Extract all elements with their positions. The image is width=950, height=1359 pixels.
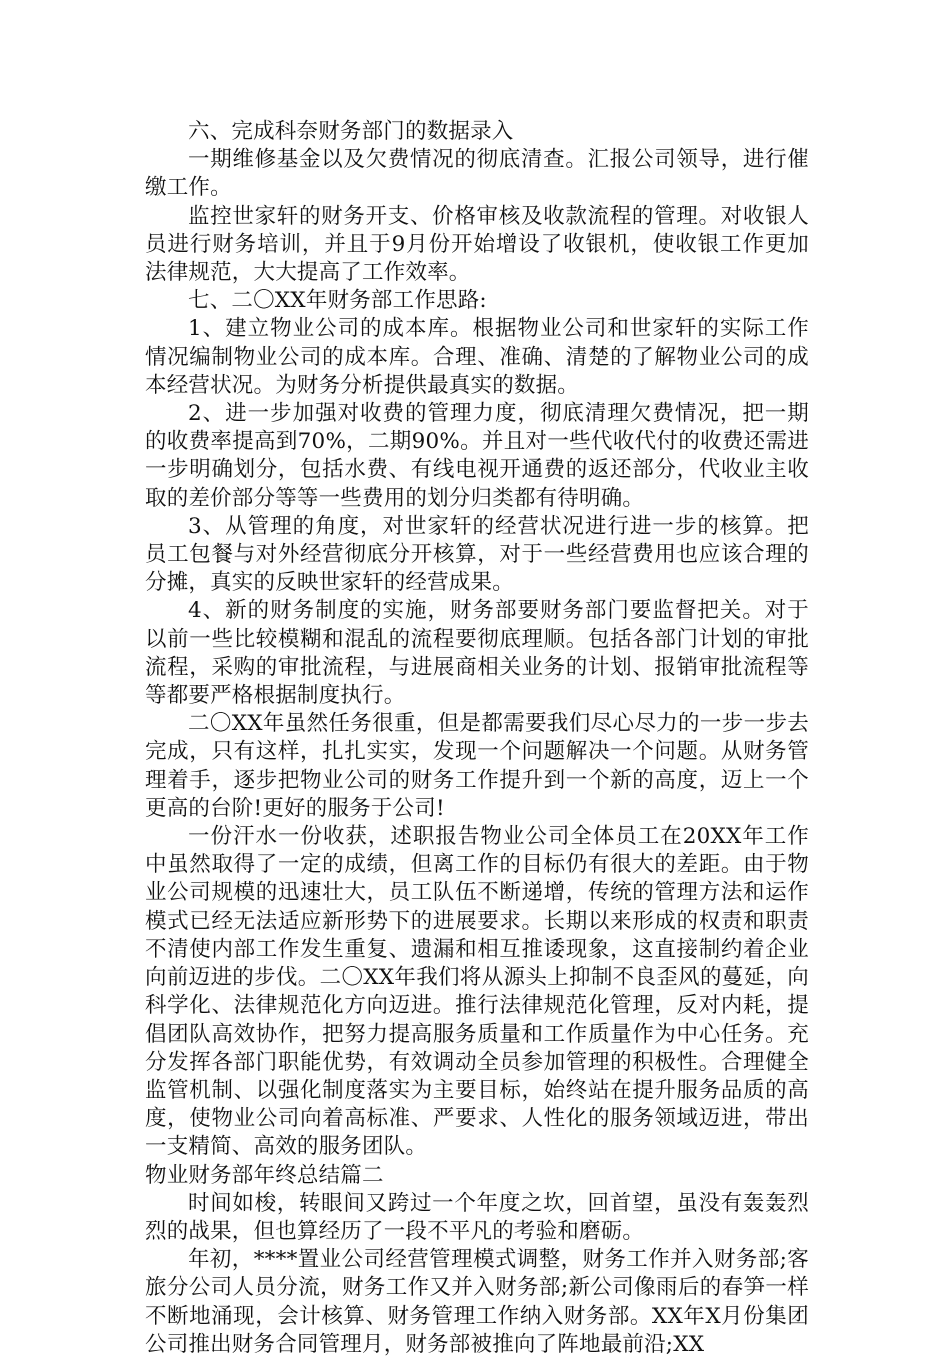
- paragraph: 二〇XX年虽然任务很重，但是都需要我们尽心尽力的一步一步去完成，只有这样，扎扎实实，发现一个问题解决一个问题。从财务管理着手，逐步把物业公司的财务工作提升到一个新的高度，迈上一个更高的台阶!更好的服务于公司!: [145, 711, 809, 821]
- paragraph: 一期维修基金以及欠费情况的彻底清查。汇报公司领导，进行催缴工作。: [145, 147, 809, 201]
- list-item: 1、建立物业公司的成本库。根据物业公司和世家轩的实际工作情况编制物业公司的成本库。合理、准确、清楚的了解物业公司的成本经营状况。为财务分析提供最真实的数据。: [145, 316, 809, 398]
- section-six-heading: 六、完成科奈财务部门的数据录入: [188, 119, 514, 144]
- paragraph: 一份汗水一份收获，述职报告物业公司全体员工在20XX年工作中虽然取得了一定的成绩，但离工作的目标仍有很大的差距。由于物业公司规模的迅速壮大，员工队伍不断递增，传统的管理方法和运作模式已经无法适应新形势下的进展要求。长期以来形成的权责和职责不清使内部工作发生重复、遗漏和相互推诿现象，这直接制约着企业向前迈进的步伐。二〇XX年我们将从源头上抑制不良歪风的蔓延，向科学化、法律规范化方向迈进。推行法律规范化管理，反对内耗，提倡团队高效协作，把努力提高服务质量和工作质量作为中心任务。充分发挥各部门职能优势，有效调动全员参加管理的积极性。合理健全监管机制、以强化制度落实为主要目标，始终站在提升服务品质的高度，使物业公司向着高标准、严要求、人性化的服务领域迈进，带出一支精简、高效的服务团队。: [145, 824, 809, 1160]
- paragraph: 时间如梭，转眼间又跨过一个年度之坎，回首望，虽没有轰轰烈烈的战果，但也算经历了一段不平凡的考验和磨砺。: [145, 1190, 809, 1244]
- list-item: 3、从管理的角度，对世家轩的经营状况进行进一步的核算。把员工包餐与对外经营彻底分开核算，对于一些经营费用也应该合理的分摊，真实的反映世家轩的经营成果。: [145, 513, 809, 596]
- list-item: 2、进一步加强对收费的管理力度，彻底清理欠费情况，把一期的收费率提高到70%，二期90%。并且对一些代收代付的收费还需进一步明确划分，包括水费、有线电视开通费的返还部分，代收业主收取的差价部分等等一些费用的划分归类都有待明确。: [145, 401, 809, 511]
- section-seven-heading: 七、二〇XX年财务部工作思路:: [188, 288, 487, 314]
- paragraph: 监控世家轩的财务开支、价格审核及收款流程的管理。对收银人员进行财务培训，并且于9月份开始增设了收银机，使收银工作更加法律规范，大大提高了工作效率。: [145, 203, 809, 286]
- paragraph: 年初，****置业公司经营管理模式调整，财务工作并入财务部;客旅分公司人员分流，财务工作又并入财务部;新公司像雨后的春笋一样不断地涌现，会计核算、财务管理工作纳入财务部。XX年X月份集团公司推出财务合同管理月，财务部被推向了阵地最前沿;XX: [145, 1247, 809, 1357]
- list-item: 4、新的财务制度的实施，财务部要财务部门要监督把关。对于以前一些比较模糊和混乱的流程要彻底理顺。包括各部门计划的审批流程，采购的审批流程，与进展商相关业务的计划、报销审批流程等等都要严格根据制度执行。: [145, 598, 809, 709]
- section-title: 物业财务部年终总结篇二: [145, 1162, 384, 1188]
- document-page: [145, 118, 809, 1359]
